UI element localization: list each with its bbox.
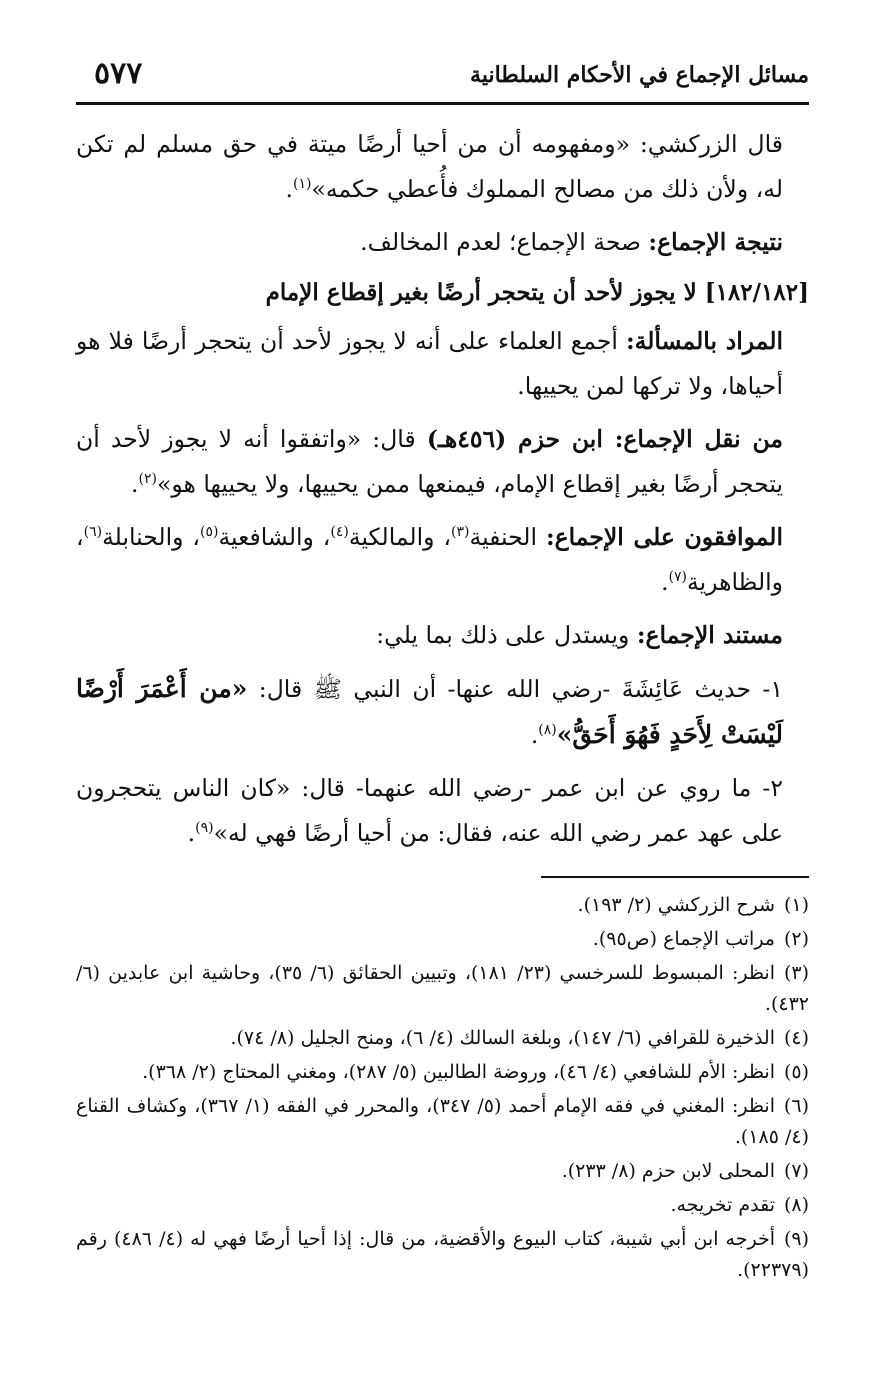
footnote-number: (٨) <box>783 1194 809 1216</box>
footnote-item <box>76 1224 809 1286</box>
page-number: ٥٧٧ <box>94 56 143 91</box>
zarkashi-quote-text: قال الزركشي: «ومفهومه أن من أحيا أرضًا ميتة في حق مسلم لم تكن له، ولأن ذلك من مصالح المملوك فأُعطي حكمه» <box>76 130 783 203</box>
evidence-1-paragraph: ١- حديث عَائِشَةَ -رضي الله عنها- أن النبي ﷺ قال: «من أَعْمَرَ أَرْضًا لَيْسَتْ لِأَحَدٍ فَهُوَ أَحَقُّ»$^{(٨)}$. <box>76 674 783 749</box>
evidence-1-intro: ١- حديث عَائِشَةَ -رضي الله عنها- أن النبي ﷺ قال: <box>247 675 783 703</box>
agreeing-schools-paragraph <box>76 515 809 605</box>
agreeing-schools-label: الموافقون على الإجماع: <box>545 523 783 551</box>
transmitter-paragraph: من نقل الإجماع: ابن حزم (٤٥٦هـ) قال: «واتفقوا أنه لا يجوز لأحد أن يتحجر أرضًا بغير إقطاع الإمام، فيمنعها ممن يحييها، ولا يحييها هو»$^{(٢)}$. <box>76 425 783 498</box>
main-text <box>76 122 809 864</box>
footnote-text: انظر: المغني في فقه الإمام أحمد (٥/ ٣٤٧)، والمحرر في الفقه (١/ ٣٦٧)، وكشاف القناع (٤/ ١٨٥). <box>76 1095 809 1148</box>
consensus-result-text: صحة الإجماع؛ لعدم المخالف. <box>360 228 649 256</box>
footnote-ref-8: (٨) <box>538 722 557 739</box>
school-hanbali: ، والحنابلة <box>102 523 200 551</box>
footnote-number: (٥) <box>783 1061 809 1083</box>
footnote-item <box>76 1156 809 1187</box>
footnote-item <box>76 924 809 955</box>
issue-meaning-label: المراد بالمسألة: <box>625 327 784 355</box>
footnote-number: (٢) <box>783 928 809 950</box>
footnote-text: مراتب الإجماع (ص٩٥). <box>592 928 775 950</box>
footnote-text: شرح الزركشي (٢/ ١٩٣). <box>577 894 775 916</box>
footnote-number: (٦) <box>783 1095 809 1117</box>
school-maliki: ، والمالكية <box>348 523 451 551</box>
footnote-ref-6: (٦) <box>83 524 103 541</box>
footnote-ref-9: (٩) <box>195 820 214 837</box>
footnote-ref-3: (٣) <box>451 524 470 541</box>
zarkashi-quote-paragraph: قال الزركشي: «ومفهومه أن من أحيا أرضًا ميتة في حق مسلم لم تكن له، ولأن ذلك من مصالح المملوك فأُعطي حكمه»$^{(١)}$. <box>76 130 783 203</box>
transmitter-label: من نقل الإجماع: <box>614 425 783 453</box>
footnote-item <box>76 1091 809 1153</box>
page-header <box>76 52 809 105</box>
consensus-basis-paragraph <box>76 613 809 658</box>
evidence-1-hadith: «من أَعْمَرَ أَرْضًا لَيْسَتْ لِأَحَدٍ فَهُوَ أَحَقُّ» <box>76 674 783 749</box>
footnote-text: المحلى لابن حزم (٨/ ٢٣٣). <box>561 1160 775 1182</box>
consensus-basis-text: ويستدل على ذلك بما يلي: <box>376 621 637 649</box>
issue-heading: [١٨٢/١٨٢] لا يجوز لأحد أن يتحجر أرضًا بغير إقطاع الإمام <box>265 279 809 306</box>
footnote-ref-1: (١) <box>293 176 312 193</box>
consensus-result-paragraph <box>76 220 809 265</box>
school-hanafi: الحنفية <box>469 523 546 551</box>
transmitter-text: قال: «واتفقوا أنه لا يجوز لأحد أن يتحجر أرضًا بغير إقطاع الإمام، فيمنعها ممن يحييها، ولا يحييها هو» <box>76 425 783 498</box>
footnote-ref-7: (٧) <box>668 569 688 586</box>
issue-meaning-paragraph <box>76 319 809 409</box>
footnote-text: انظر: المبسوط للسرخسي (٢٣/ ١٨١)، وتبيين الحقائق (٦/ ٣٥)، وحاشية ابن عابدين (٦/ ٤٣٢). <box>76 962 809 1015</box>
footnote-item <box>76 1057 809 1088</box>
consensus-result-label: نتيجة الإجماع: <box>648 228 783 256</box>
footnote-item <box>76 958 809 1020</box>
footnote-text: تقدم تخريجه. <box>670 1194 775 1216</box>
evidence-2-text: ٢- ما روي عن ابن عمر -رضي الله عنهما- قال: «كان الناس يتحجرون على عهد عمر رضي الله عنه، فقال: من أحيا أرضًا فهي له» <box>76 774 783 847</box>
footnote-text: الذخيرة للقرافي (٦/ ١٤٧)، وبلغة السالك (٤/ ٦)، ومنح الجليل (٨/ ٧٤). <box>230 1027 775 1049</box>
school-zahiri: ، والظاهرية <box>76 523 783 596</box>
footnote-item <box>76 1023 809 1054</box>
footnote-ref-2: (٢) <box>138 471 157 488</box>
evidence-2-paragraph: ٢- ما روي عن ابن عمر -رضي الله عنهما- قال: «كان الناس يتحجرون على عهد عمر رضي الله عنه، فقال: من أحيا أرضًا فهي له»$^{(٩)}$. <box>76 774 783 847</box>
footnote-separator <box>541 876 809 878</box>
footnote-number: (٩) <box>783 1228 809 1250</box>
footnote-item <box>76 1190 809 1221</box>
agreeing-schools-end: . <box>661 568 669 596</box>
footnote-number: (٤) <box>783 1027 809 1049</box>
footnote-number: (١) <box>783 894 809 916</box>
footnote-number: (٣) <box>783 962 809 984</box>
footnote-ref-4: (٤) <box>330 524 349 541</box>
footnote-number: (٧) <box>783 1160 809 1182</box>
issue-meaning-text: أجمع العلماء على أنه لا يجوز لأحد أن يتحجر أرضًا فلا هو أحياها، ولا تركها لمن يحييها. <box>76 327 783 400</box>
footnote-text: انظر: الأم للشافعي (٤/ ٤٦)، وروضة الطالبين (٥/ ٢٨٧)، ومغني المحتاج (٢/ ٣٦٨). <box>142 1061 775 1083</box>
footnotes-section <box>76 890 809 1289</box>
school-shafii: ، والشافعية <box>218 523 331 551</box>
running-title: مسائل الإجماع في الأحكام السلطانية <box>470 62 809 88</box>
footnote-item <box>76 890 809 921</box>
transmitter-name: ابن حزم (٤٥٦هـ) <box>426 425 615 453</box>
footnote-text: أخرجه ابن أبي شيبة، كتاب البيوع والأقضية، من قال: إذا أحيا أرضًا فهي له (٤/ ٤٨٦) رقم (٢٢٣٧٩). <box>76 1228 809 1281</box>
consensus-basis-label: مستند الإجماع: <box>636 621 783 649</box>
footnote-ref-5: (٥) <box>199 524 219 541</box>
